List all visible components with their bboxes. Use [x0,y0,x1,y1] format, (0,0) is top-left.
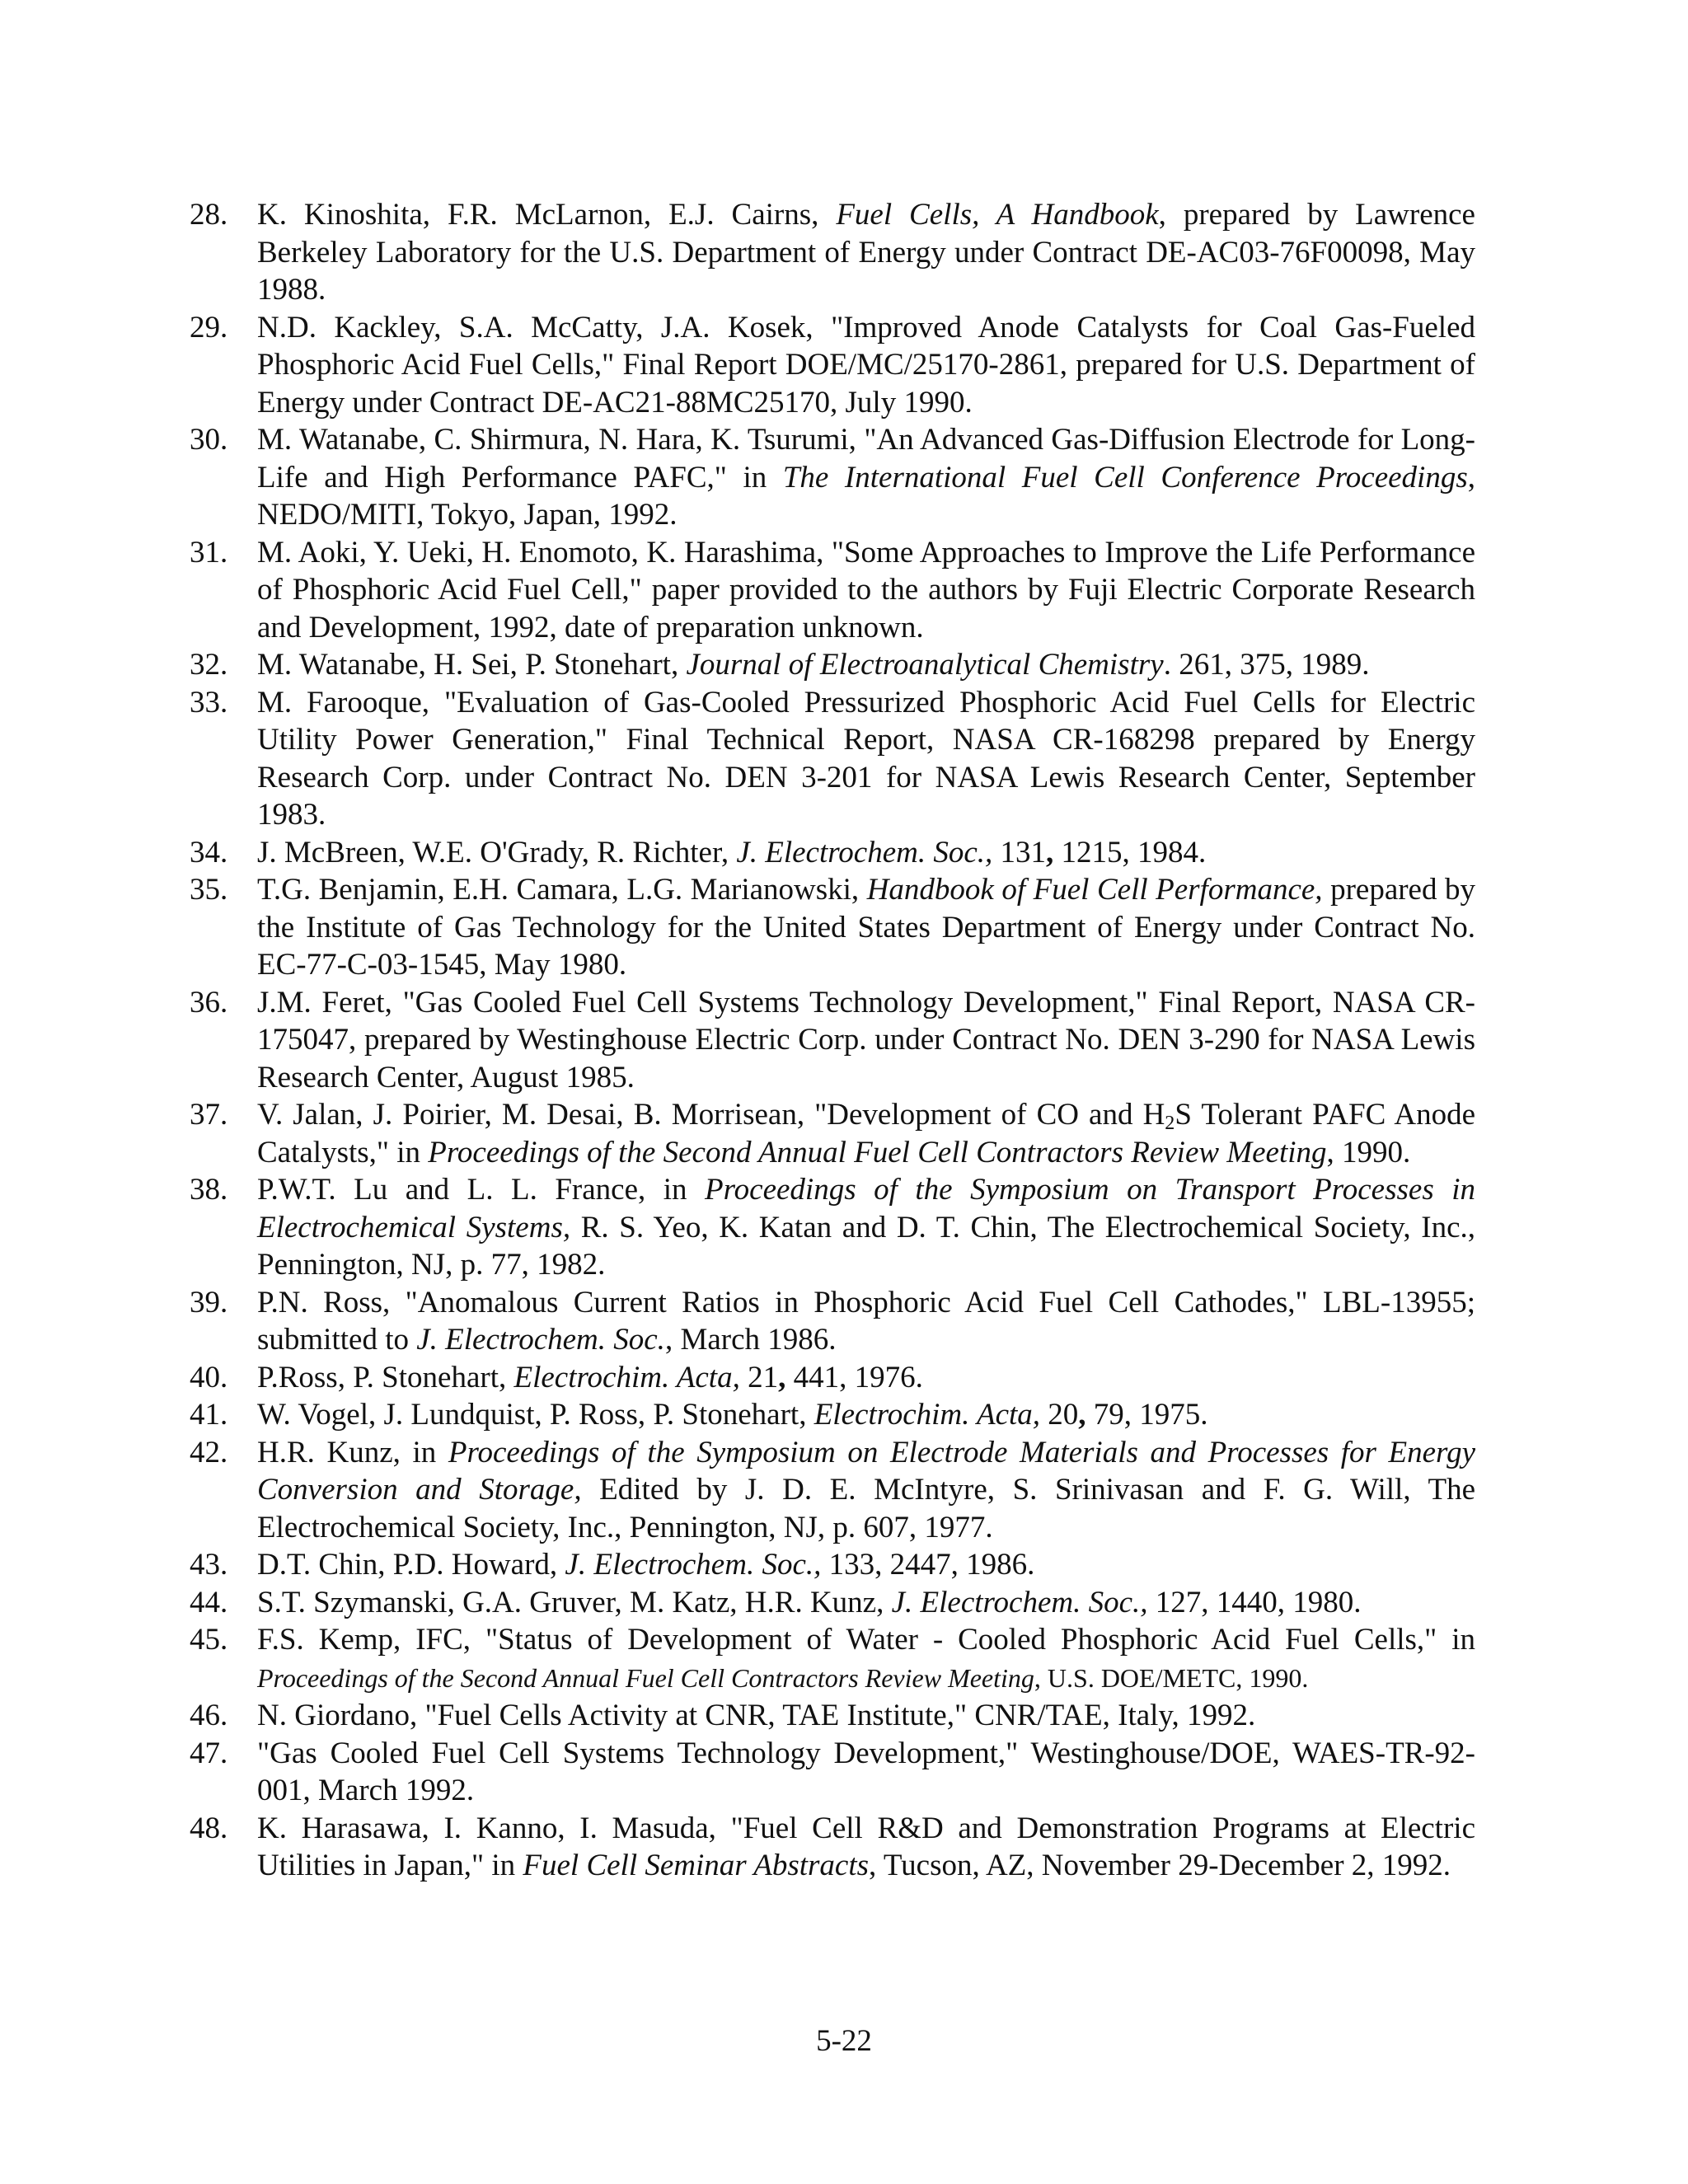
reference-number: 47. [190,1736,228,1770]
reference-text: F.S. Kemp, IFC, "Status of Development of Water - Cooled Phosphoric Acid Fuel Cells," in Proceedings of the Second Annual Fuel Cell Contractors Review Meeting, U.S. DOE/METC, 1990. [257,1623,1475,1693]
publication-title: Handbook of Fuel Cell Performance, [866,873,1323,907]
publication-title: Proceedings of the Symposium on Electrode Materials and Processes for Energy Conversion and Storage, [257,1435,1476,1507]
reference-number: 41. [190,1398,228,1432]
reference-text: M. Aoki, Y. Ueki, H. Enomoto, K. Harashima, "Some Approaches to Improve the Life Performance of Phosphoric Acid Fuel Cell," paper provided to the authors by Fuji Electric Corporate Research and Development, 1992, date of preparation unknown. [257,535,1475,644]
reference-item-31 [190,534,1475,647]
reference-text: D.T. Chin, P.D. Howard, J. Electrochem. Soc., 133, 2447, 1986. [257,1548,1035,1582]
reference-item-45 [190,1621,1475,1697]
reference-number: 39. [190,1285,228,1319]
reference-item-37 [190,1096,1475,1171]
reference-text: W. Vogel, J. Lundquist, P. Ross, P. Stonehart, Electrochim. Acta, 20, 79, 1975. [257,1398,1208,1432]
reference-number: 32. [190,648,228,682]
publication-title: J. Electrochem. Soc. [416,1323,665,1357]
publication-title: Proceedings of the Symposium on Transport Processes in Electrochemical Systems, [257,1173,1476,1244]
subscript: 2 [1165,1113,1175,1134]
reference-text: P.Ross, P. Stonehart, Electrochim. Acta, 21, 441, 1976. [257,1360,923,1394]
reference-text: H.R. Kunz, in Proceedings of the Symposium on Electrode Materials and Processes for Energy Conversion and Storage, Edited by J. D. E. McIntyre, S. Srinivasan and F. G. Will, The Electrochemical Society, Inc., Pennington, NJ, p. 607, 1977. [257,1435,1476,1544]
reference-text: P.N. Ross, "Anomalous Current Ratios in Phosphoric Acid Fuel Cell Cathodes," LBL-13955; submitted to J. Electrochem. Soc., March 1986. [257,1285,1475,1357]
reference-item-47 [190,1735,1475,1810]
reference-item-30 [190,421,1475,534]
reference-text: S.T. Szymanski, G.A. Gruver, M. Katz, H.R. Kunz, J. Electrochem. Soc., 127, 1440, 1980. [257,1585,1362,1619]
reference-item-43 [190,1546,1475,1584]
reference-text: K. Kinoshita, F.R. McLarnon, E.J. Cairns, Fuel Cells, A Handbook, prepared by Lawrence Berkeley Laboratory for the U.S. Department of Energy under Contract DE-AC03-76F00098, May 1988. [257,198,1475,307]
reference-text: M. Farooque, "Evaluation of Gas-Cooled Pressurized Phosphoric Acid Fuel Cells for Electric Utility Power Generation," Final Technical Report, NASA CR-168298 prepared by Energy Research Corp. under Contract No. DEN 3-201 for NASA Lewis Research Center, September 1983. [257,685,1475,832]
reference-text: N.D. Kackley, S.A. McCatty, J.A. Kosek, "Improved Anode Catalysts for Coal Gas-Fueled Phosphoric Acid Fuel Cells," Final Report DOE/MC/25170-2861, prepared for U.S. Department of Energy under Contract DE-AC21-88MC25170, July 1990. [257,310,1475,419]
reference-number: 38. [190,1173,228,1207]
reference-number: 36. [190,985,228,1019]
publication-title: The International Fuel Cell Conference Proceedings [782,460,1468,494]
reference-number: 43. [190,1548,228,1582]
publication-title: Proceedings of the Second Annual Fuel Cell Contractors Review Meeting [428,1135,1327,1169]
reference-number: 35. [190,873,228,907]
page-number: 5-22 [816,2024,872,2058]
reference-item-40 [190,1359,1475,1397]
reference-number: 46. [190,1699,228,1732]
reference-number: 34. [190,835,228,869]
reference-item-46 [190,1697,1475,1735]
reference-text: N. Giordano, "Fuel Cells Activity at CNR, TAE Institute," CNR/TAE, Italy, 1992. [257,1699,1256,1732]
reference-number: 42. [190,1435,228,1469]
reference-text: "Gas Cooled Fuel Cell Systems Technology Development," Westinghouse/DOE, WAES-TR-92-001, March 1992. [257,1736,1475,1807]
reference-item-32 [190,646,1475,684]
publication-title: Electrochim. Acta, [814,1398,1041,1432]
publication-title: Electrochim. Acta, [513,1360,740,1394]
reference-number: 44. [190,1585,228,1619]
reference-item-33 [190,684,1475,834]
reference-item-48 [190,1810,1475,1885]
reference-number: 40. [190,1360,228,1394]
reference-item-28 [190,196,1475,309]
reference-text: J.M. Feret, "Gas Cooled Fuel Cell Systems Technology Development," Final Report, NASA CR-175047, prepared by Westinghouse Electric Corp. under Contract No. DEN 3-290 for NASA Lewis Research Center, August 1985. [257,985,1475,1094]
reference-number: 28. [190,198,228,232]
reference-text: K. Harasawa, I. Kanno, I. Masuda, "Fuel Cell R&D and Demonstration Programs at Electric Utilities in Japan," in Fuel Cell Seminar Abstracts, Tucson, AZ, November 29-December 2, 1992. [257,1811,1475,1882]
reference-item-41 [190,1396,1475,1434]
reference-number: 37. [190,1098,228,1132]
publication-title: J. Electrochem. Soc., [565,1548,822,1582]
reference-item-29 [190,309,1475,422]
publication-title: Fuel Cells, A Handbook [836,198,1159,232]
publication-title: Journal of Electroanalytical Chemistry [686,648,1164,682]
publication-title: Proceedings of the Second Annual Fuel Cell Contractors Review Meeting [257,1662,1034,1693]
reference-text: M. Watanabe, H. Sei, P. Stonehart, Journal of Electroanalytical Chemistry. 261, 375, 1989. [257,648,1370,682]
reference-text: V. Jalan, J. Poirier, M. Desai, B. Morrisean, "Development of CO and $H_2S$ Tolerant PAFC Anode Catalysts," in Proceedings of the Second Annual Fuel Cell Contractors Review Meeting, 1990. [257,1098,1475,1169]
publication-title: Fuel Cell Seminar Abstracts [523,1849,870,1882]
reference-item-39 [190,1284,1475,1359]
reference-number: 30. [190,423,228,457]
publication-title: J. Electrochem. Soc., [891,1585,1148,1619]
reference-text: T.G. Benjamin, E.H. Camara, L.G. Marianowski, Handbook of Fuel Cell Performance, prepared by the Institute of Gas Technology for the United States Department of Energy under Contract No. EC-77-C-03-1545, May 1980. [257,873,1475,982]
reference-text: J. McBreen, W.E. O'Grady, R. Richter, J. Electrochem. Soc., 131, 1215, 1984. [257,835,1207,869]
reference-text: M. Watanabe, C. Shirmura, N. Hara, K. Tsurumi, "An Advanced Gas-Diffusion Electrode for Long-Life and High Performance PAFC," in The International Fuel Cell Conference Proceedings, NEDO/MITI, Tokyo, Japan, 1992. [257,423,1475,532]
reference-text: P.W.T. Lu and L. L. France, in Proceedings of the Symposium on Transport Processes in Electrochemical Systems, R. S. Yeo, K. Katan and D. T. Chin, The Electrochemical Society, Inc., Pennington, NJ, p. 77, 1982. [257,1173,1476,1282]
reference-item-34 [190,834,1475,872]
reference-list [190,196,1475,1885]
reference-number: 29. [190,310,228,344]
publication-title: J. Electrochem. Soc., [736,835,993,869]
reference-item-44 [190,1584,1475,1622]
reference-item-35 [190,871,1475,984]
reference-number: 45. [190,1623,228,1657]
reference-number: 33. [190,685,228,719]
reference-number: 48. [190,1811,228,1845]
reference-number: 31. [190,535,228,569]
reference-item-38 [190,1171,1475,1284]
reference-item-36 [190,984,1475,1097]
reference-item-42 [190,1434,1475,1547]
